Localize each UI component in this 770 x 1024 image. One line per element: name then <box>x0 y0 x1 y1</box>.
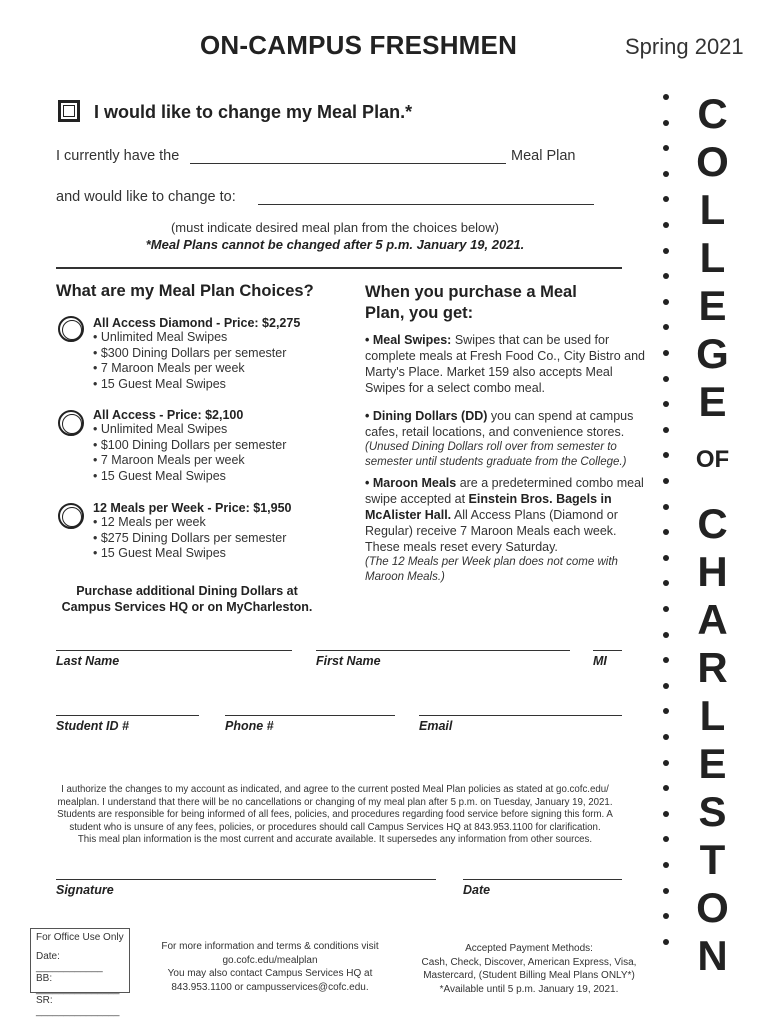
divider-dot <box>663 683 669 689</box>
payment-line: Mastercard, (Student Billing Meal Plans ONLY*) <box>423 970 635 981</box>
date-field[interactable] <box>463 879 622 880</box>
divider-dot <box>663 913 669 919</box>
maroon-meals-paragraph <box>365 475 650 584</box>
divider-dot <box>663 555 669 561</box>
change-plan-checkbox[interactable] <box>58 100 80 122</box>
wordmark-letter: N <box>697 932 728 979</box>
divider-dot <box>663 273 669 279</box>
plan-title: All Access - Price: $2,100 <box>93 408 244 422</box>
divider-dot <box>663 580 669 586</box>
purchase-line: Purchase additional Dining Dollars at <box>76 584 298 598</box>
benefits-heading-line: Plan, you get: <box>365 304 474 322</box>
office-use-title: For Office Use Only <box>36 932 124 943</box>
date-label: Date <box>463 883 491 897</box>
authorization-line: This meal plan information is the most current and accurate available. It supersedes any information from other sources. <box>77 834 593 845</box>
office-bb-line: BB: _______________ <box>36 973 120 995</box>
charleston-wordmark <box>690 500 735 980</box>
wordmark-letter: C <box>697 90 728 137</box>
authorization-line: Students are responsible for being informed of all fees, policies, and procedures regarding food service before signing this form. A <box>57 809 613 820</box>
plan-item: • 15 Guest Meal Swipes <box>93 546 226 560</box>
maroon-meals-location: Einstein Bros. Bagels in McAlister Hall. <box>365 492 612 522</box>
meal-plan-suffix: Meal Plan <box>511 148 576 164</box>
student-id-field[interactable] <box>56 715 199 716</box>
wordmark-letter: A <box>697 596 728 643</box>
divider-dot <box>663 171 669 177</box>
divider-dot <box>663 222 669 228</box>
divider-dot <box>663 734 669 740</box>
change-plan-heading: I would like to change my Meal Plan.* <box>94 102 413 122</box>
divider-dot <box>663 760 669 766</box>
divider-dot <box>663 196 669 202</box>
plan-item: • 7 Maroon Meals per week <box>93 453 245 467</box>
dining-dollars-paragraph <box>365 408 650 469</box>
mi-label: MI <box>593 654 607 668</box>
wordmark-letter: E <box>698 282 727 329</box>
phone-field[interactable] <box>225 715 395 716</box>
divider-dot <box>663 120 669 126</box>
plan-item: • $300 Dining Dollars per semester <box>93 345 287 360</box>
wordmark-letter: S <box>698 788 727 835</box>
plan-diamond <box>93 316 300 392</box>
divider-dot <box>663 145 669 151</box>
divider-dot <box>663 94 669 100</box>
meal-swipes-text: Swipes that can be used for complete meals at Fresh Food Co., City Bistro and Marty's Place. Market 159 also accepts Meal Swipes for a select combo meal. <box>365 333 645 395</box>
plan-item: • $100 Dining Dollars per semester <box>93 437 287 452</box>
wordmark-letter: L <box>699 692 726 739</box>
last-name-field[interactable] <box>56 650 292 651</box>
divider-dot <box>663 708 669 714</box>
note-desired-plan: (must indicate desired meal plan from the choices below) <box>170 220 500 235</box>
email-field[interactable] <box>419 715 622 716</box>
divider-dot <box>663 529 669 535</box>
plan-item: • $275 Dining Dollars per semester <box>93 530 287 545</box>
wordmark-letter: C <box>697 500 728 547</box>
benefits-heading <box>365 282 577 324</box>
current-plan-label: I currently have the <box>56 148 180 164</box>
divider-dot <box>663 299 669 305</box>
wordmark-letter: E <box>698 378 727 425</box>
change-to-field[interactable] <box>258 204 594 205</box>
plan-12-meals-radio[interactable] <box>58 503 84 529</box>
plan-diamond-radio[interactable] <box>58 316 84 342</box>
divider-dot <box>663 888 669 894</box>
signature-label: Signature <box>56 883 114 897</box>
wordmark-letter: O <box>696 884 729 931</box>
meal-swipes-label: • Meal Swipes: <box>365 333 452 347</box>
office-use-box <box>30 928 130 1017</box>
student-id-label: Student ID # <box>56 719 129 733</box>
plan-title: All Access Diamond - Price: $2,275 <box>93 316 301 330</box>
meal-swipes-paragraph <box>365 332 650 396</box>
dotted-divider <box>663 94 669 954</box>
divider-dot <box>663 785 669 791</box>
term-label: Spring 2021 <box>625 34 744 59</box>
divider-dot <box>663 452 669 458</box>
wordmark-letter: R <box>697 644 728 691</box>
first-name-field[interactable] <box>316 650 570 651</box>
first-name-label: First Name <box>316 654 381 668</box>
info-line: For more information and terms & conditions visit <box>161 941 379 952</box>
mi-field[interactable] <box>593 650 622 651</box>
plan-item: • 15 Guest Meal Swipes <box>93 376 226 391</box>
wordmark-letter: T <box>699 836 726 883</box>
more-info-block <box>150 940 390 994</box>
plan-title: 12 Meals per Week - Price: $1,950 <box>93 501 292 515</box>
divider-dot <box>663 350 669 356</box>
wordmark-letter: L <box>699 234 726 281</box>
divider-dot <box>663 632 669 638</box>
wordmark-letter: G <box>696 330 729 377</box>
email-label: Email <box>419 719 453 733</box>
note-deadline: *Meal Plans cannot be changed after 5 p.m. January 19, 2021. <box>145 237 525 252</box>
authorization-line: mealplan. I understand that there will be no cancellations or changing of my meal plan after 5 p.m. on Tuesday, January 19, 2021. <box>57 796 613 808</box>
wordmark-letter: L <box>699 186 726 233</box>
divider-dot <box>663 811 669 817</box>
info-line: You may also contact Campus Services HQ at <box>167 968 373 979</box>
phone-label: Phone # <box>225 719 274 733</box>
authorization-line: I authorize the changes to my account as indicated, and agree to the current posted Meal Plan policies as stated at go.cofc.edu/ <box>61 784 609 795</box>
maroon-meals-text: are a predetermined combo meal swipe accepted at <box>365 476 644 506</box>
section-divider <box>56 267 622 269</box>
divider-dot <box>663 504 669 510</box>
payment-line: Accepted Payment Methods: <box>465 943 593 954</box>
wordmark-letter: E <box>698 740 727 787</box>
purchase-line: Campus Services HQ or on MyCharleston. <box>61 600 313 614</box>
plan-item: • 12 Meals per week <box>93 515 206 529</box>
purchase-dining-dollars-note <box>56 583 318 615</box>
divider-dot <box>663 427 669 433</box>
maroon-meals-note: (The 12 Meals per Week plan does not come with Maroon Meals.) <box>365 556 618 583</box>
plan-item: • 7 Maroon Meals per week <box>93 361 245 375</box>
info-line: 843.953.1100 or campusservices@cofc.edu. <box>171 981 369 993</box>
info-line: go.cofc.edu/mealplan <box>222 954 318 966</box>
divider-dot <box>663 376 669 382</box>
divider-dot <box>663 657 669 663</box>
signature-field[interactable] <box>56 879 436 880</box>
page-title: ON-CAMPUS FRESHMEN <box>200 30 518 60</box>
divider-dot <box>663 248 669 254</box>
choices-heading: What are my Meal Plan Choices? <box>56 282 314 300</box>
maroon-meals-label: • Maroon Meals <box>365 476 457 490</box>
wordmark-letter: H <box>697 548 728 595</box>
benefits-heading-line: When you purchase a Meal <box>365 283 577 301</box>
plan-item: • 15 Guest Meal Swipes <box>93 468 226 483</box>
divider-dot <box>663 401 669 407</box>
plan-item: • Unlimited Meal Swipes <box>93 330 228 344</box>
dining-dollars-label: • Dining Dollars (DD) <box>365 409 488 423</box>
authorization-line: student who is unsure of any fees, policies, or procedures should call Campus Services HQ at 843.953.1100 for clarification. <box>69 821 601 833</box>
divider-dot <box>663 324 669 330</box>
dining-dollars-note: (Unused Dining Dollars roll over from semester to semester until students graduate from the College.) <box>365 441 627 468</box>
maroon-meals-text-2: All Access Plans (Diamond or Regular) receive 7 Maroon Meals each week. These meals reset every Saturday. <box>365 508 618 554</box>
divider-dot <box>663 862 669 868</box>
office-sr-line: SR: _______________ <box>36 995 120 1017</box>
office-date-line: Date: ____________ <box>36 951 103 973</box>
dining-dollars-text: you can spend at campus cafes, retail locations, and convenience stores. <box>365 409 634 439</box>
plan-all-access <box>93 408 286 484</box>
of-wordmark: OF <box>695 446 730 473</box>
last-name-label: Last Name <box>56 654 120 668</box>
divider-dot <box>663 478 669 484</box>
change-to-label: and would like to change to: <box>56 189 236 205</box>
college-wordmark <box>690 90 735 426</box>
current-plan-field[interactable] <box>190 163 506 164</box>
divider-dot <box>663 606 669 612</box>
payment-line: Cash, Check, Discover, American Express, Visa, <box>421 956 637 968</box>
divider-dot <box>663 836 669 842</box>
divider-dot <box>663 939 669 945</box>
authorization-text <box>30 784 640 847</box>
payment-line: *Available until 5 p.m. January 19, 2021. <box>439 983 619 995</box>
plan-all-access-radio[interactable] <box>58 410 84 436</box>
plan-item: • Unlimited Meal Swipes <box>93 422 228 436</box>
plan-12-meals <box>93 501 292 562</box>
wordmark-letter: O <box>696 138 729 185</box>
payment-methods-block <box>418 942 640 996</box>
